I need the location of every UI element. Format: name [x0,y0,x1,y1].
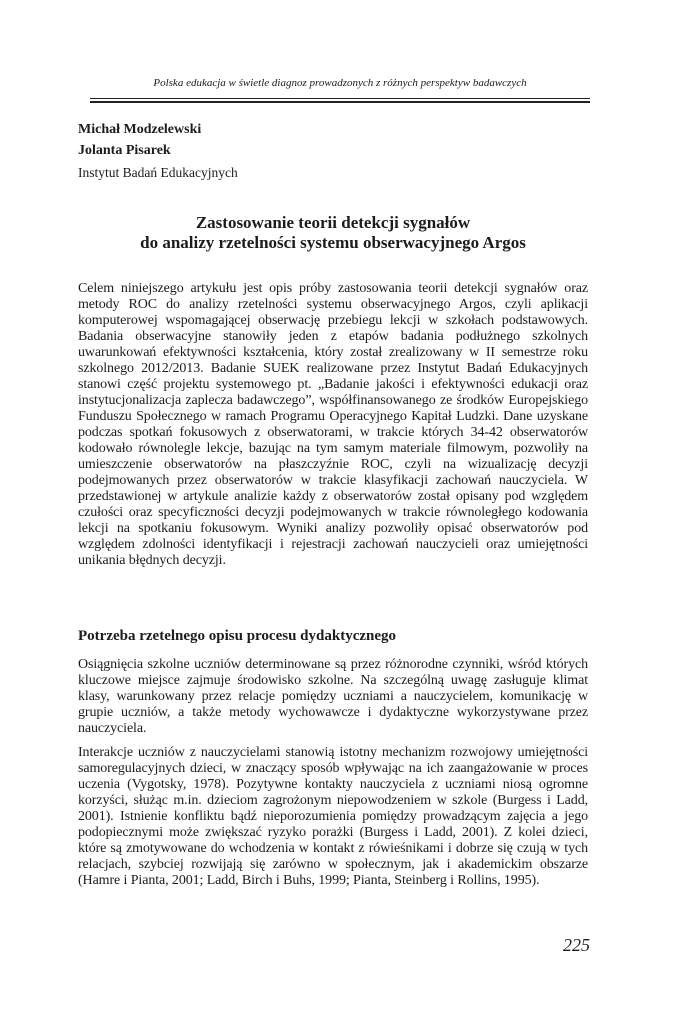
article-title [78,213,588,253]
affiliation: Instytut Badań Edukacyjnych [78,165,238,180]
author-name: Jolanta Pisarek [78,143,171,158]
body-paragraph: Interakcje uczniów z nauczycielami stanowią istotny mechanizm rozwojowy umiejętności samoregulacyjnych dzieci, w znaczący sposób wpływając na ich zaangażowanie w proces uczenia (Vygotsky, 1978). Pozytywne kontakty nauczyciela z uczniami niosą ogromne korzyści, służąc m.in. dzieciom zagrożonym niepowodzeniem w szkole (Burgess i Ladd, 2001). Istnienie konfliktu bądź nieporozumienia pomiędzy prowadzącym zajęcia a jego podopiecznymi może zwiększać ryzyko porażki (Burgess i Ladd, 2001). Z kolei dzieci, które są zmotywowane do wchodzenia w kontakt z rówieśnikami i dobrze się czują w tych relacjach, szybciej rozwijają się zarówno w społecznym, jak i akademickim obszarze (Hamre i Pianta, 2001; Ladd, Birch i Buhs, 1999; Pianta, Steinberg i Rollins, 1995). [78,745,588,888]
abstract-paragraph: Celem niniejszego artykułu jest opis próby zastosowania teorii detekcji sygnałów oraz metody ROC do analizy rzetelności systemu obserwacyjnego Argos, czyli aplikacji komputerowej wspomagającej obserwację przebiegu lekcji w szkołach podstawowych. Badania obserwacyjne stanowiły jeden z etapów badania podłużnego szkolnych uwarunkowań efektywności kształcenia, który został zrealizowany w II semestrze roku szkolnego 2012/2013. Badanie SUEK realizowane przez Instytut Badań Edukacyjnych stanowi część projektu systemowego pt. „Badanie jakości i efektywności edukacji oraz instytucjonalizacja zaplecza badawczego”, współfinansowanego ze środków Europejskiego Funduszu Społecznego w ramach Programu Operacyjnego Kapitał Ludzki. Dane uzyskane podczas spotkań fokusowych z obserwatorami, w trakcie których 34-42 obserwatorów kodowało równolegle lekcje, bazując na tym samym materiale filmowym, pozwoliły na umieszczenie obserwatorów na płaszczyźnie ROC, czyli na wizualizację decyzji podejmowanych przez obserwatorów w trakcie klasyfikacji zachowań nauczyciela. W przedstawionej w artykule analizie każdy z obserwatorów został opisany pod względem czułości oraz specyficzności decyzji podejmowanych w trakcie równoległego kodowania lekcji na spotkaniu fokusowym. Wyniki analizy pozwoliły opisać obserwatorów pod względem zdolności identyfikacji i rejestracji zachowań nauczycieli oraz umiejętności unikania błędnych decyzji. [78,281,588,568]
header-rule-thin [90,98,590,99]
author-name: Michał Modzelewski [78,122,202,137]
article-title-line: Zastosowanie teorii detekcji sygnałów [195,213,471,232]
page-number: 225 [563,935,590,955]
header-rule-thick [90,101,590,103]
body-paragraph: Osiągnięcia szkolne uczniów determinowane są przez różnorodne czynniki, wśród których kluczowe miejsce zajmuje środowisko szkolne. Na szczególną uwagę zasługuje klimat klasy, warunkowany przez relacje pomiędzy uczniami a nauczycielem, komunikację w grupie uczniów, a także metody wychowawcze i dydaktyczne wykorzystywane przez nauczyciela. [78,657,588,736]
article-title-line: do analizy rzetelności systemu obserwacyjnego Argos [140,233,526,252]
section-heading: Potrzeba rzetelnego opisu procesu dydaktycznego [78,628,397,644]
running-header: Polska edukacja w świetle diagnoz prowadzonych z różnych perspektyw badawczych [153,77,527,89]
